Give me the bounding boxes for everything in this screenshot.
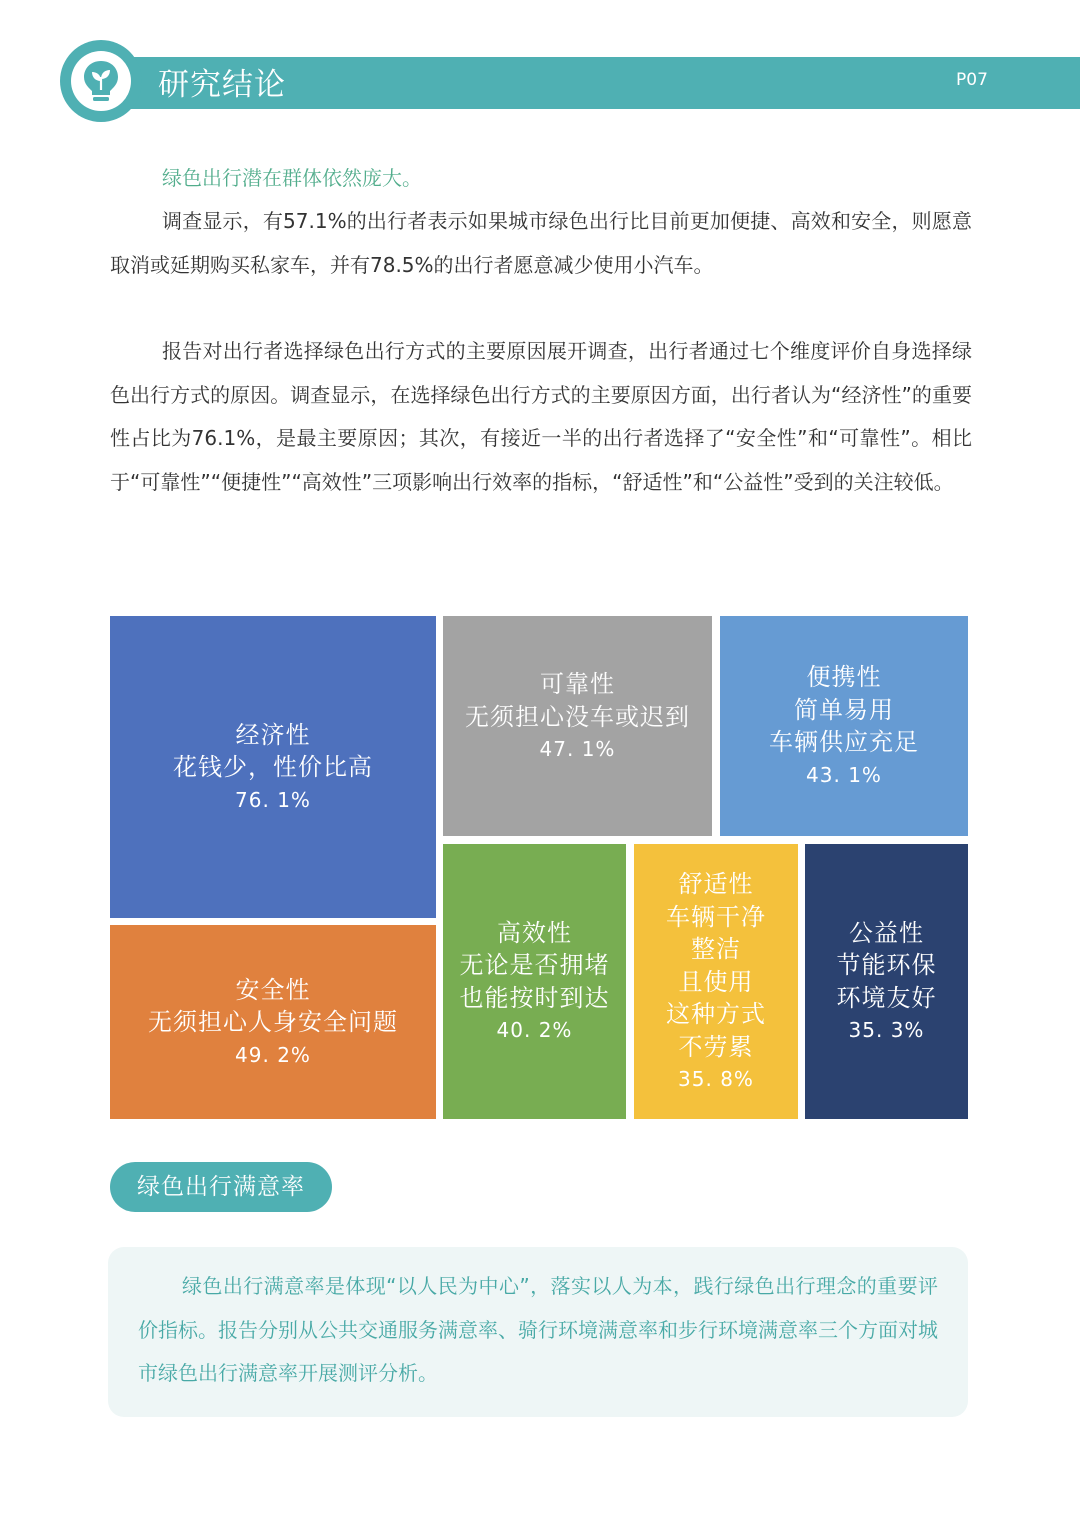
- tile-percent-label: 49. 2%: [235, 1042, 311, 1067]
- logo-badge: [71, 51, 131, 111]
- tile-title: 安全性: [235, 975, 311, 1004]
- tile-reliability: [443, 616, 712, 836]
- lightbulb-leaf-icon: [81, 59, 121, 103]
- paragraph-1: 调查显示，有57.1%的出行者表示如果城市绿色出行比目前更加便捷、高效和安全，则愿意取消或延期购买私家车，并有78.5%的出行者愿意减少使用小汽车。: [110, 209, 972, 277]
- tile-percent-label: 43. 1%: [806, 762, 882, 787]
- lead-sentence: 绿色出行潜在群体依然庞大。: [162, 166, 422, 190]
- tile-description-line: 这种方式: [666, 1000, 766, 1028]
- tile-description-line: 无须担心人身安全问题: [148, 1008, 398, 1036]
- tile-efficiency: [443, 844, 626, 1119]
- tile-percent-label: 40. 2%: [496, 1018, 573, 1043]
- tile-description-line: 且使用: [678, 967, 754, 996]
- tile-percent-label: 76. 1%: [235, 787, 311, 812]
- tile-title: 可靠性: [540, 670, 615, 698]
- tile-description-line: 花钱少，性价比高: [173, 753, 373, 781]
- tile-comfort: [634, 844, 798, 1119]
- tile-description-line: 整洁: [691, 935, 741, 963]
- tile-description-line: 车辆干净: [666, 902, 766, 931]
- tile-percent-label: 35. 3%: [848, 1018, 925, 1043]
- tile-title: 公益性: [849, 918, 924, 947]
- section-pill: 绿色出行满意率: [110, 1162, 332, 1212]
- tile-public-welfare: [805, 844, 968, 1119]
- note-paragraph: 绿色出行满意率是体现“以人民为中心”，落实以人为本，践行绿色出行理念的重要评价指标。报告分别从公共交通服务满意率、骑行环境满意率和步行环境满意率三个方面对城市绿色出行满意率开展测评分析。: [138, 1274, 938, 1385]
- tile-description-line: 无论是否拥堵: [459, 951, 610, 980]
- tile-title: 经济性: [235, 720, 311, 749]
- page-title: 研究结论: [158, 67, 286, 103]
- tile-safety: [110, 925, 436, 1119]
- tile-economy: [110, 616, 436, 918]
- tile-percent-label: 35. 8%: [678, 1067, 754, 1091]
- page-number: P07: [956, 70, 988, 90]
- tile-description-line: 车辆供应充足: [769, 728, 919, 757]
- tile-title: 舒适性: [678, 870, 754, 898]
- tile-description-line: 节能环保: [836, 951, 937, 980]
- tile-description-line: 也能按时到达: [459, 983, 610, 1012]
- tile-title: 便携性: [806, 663, 882, 692]
- tile-portability: [720, 616, 968, 836]
- tile-title: 高效性: [497, 918, 572, 947]
- tile-description-line: 简单易用: [794, 695, 894, 724]
- tile-description-line: 不劳累: [678, 1032, 754, 1061]
- paragraph-2: 报告对出行者选择绿色出行方式的主要原因展开调查，出行者通过七个维度评价自身选择绿色出行方式的原因。调查显示，在选择绿色出行方式的主要原因方面，出行者认为“经济性”的重要性占比为76.1%，是最主要原因；其次，有接近一半的出行者选择了“安全性”和“可靠性”。相比于“可靠性”“便捷性”“高效性”三项影响出行效率的指标，“舒适性”和“公益性”受到的关注较低。: [110, 339, 972, 494]
- tile-description-line: 无须担心没车或迟到: [465, 702, 690, 731]
- tile-description-line: 环境友好: [836, 983, 937, 1012]
- tile-percent-label: 47. 1%: [539, 737, 616, 761]
